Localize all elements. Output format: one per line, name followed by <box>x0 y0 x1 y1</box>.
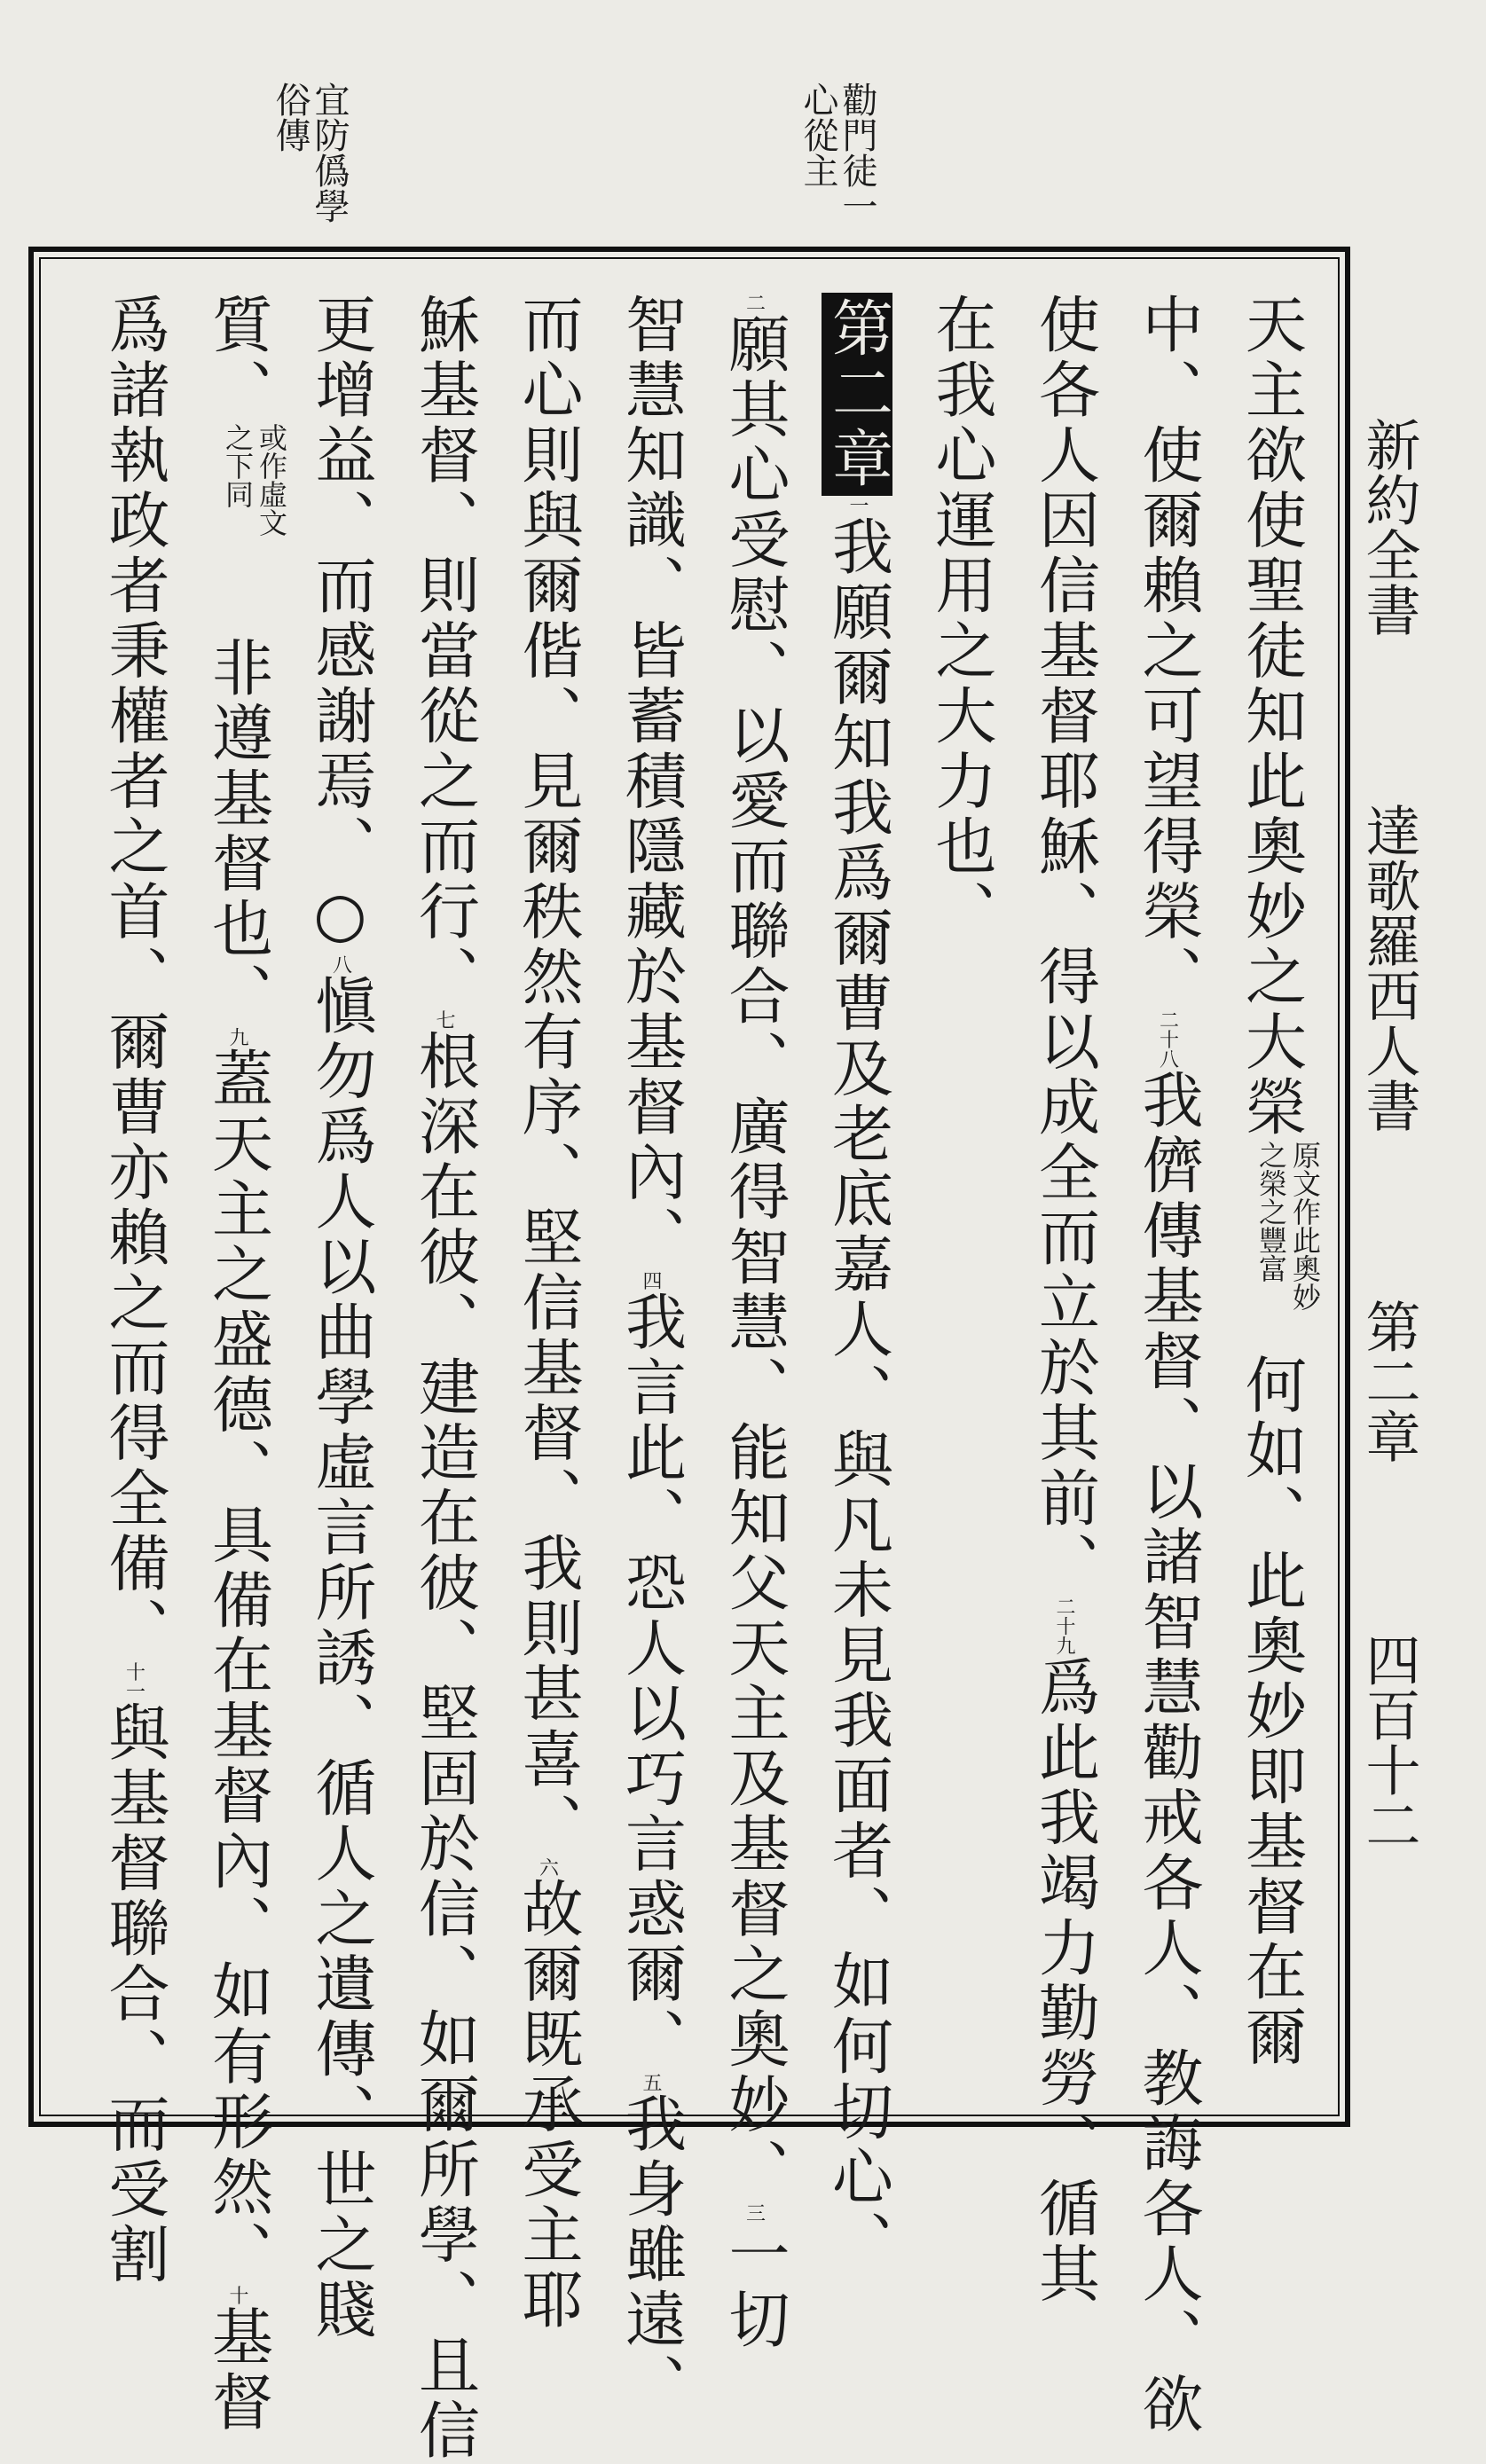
text-run: 故爾既承受主耶 <box>511 1877 583 2334</box>
verse-number: 十 <box>226 2285 248 2305</box>
verse-number: 二 <box>743 293 766 312</box>
text-run: 穌基督、則當從之而行、 <box>408 293 479 1010</box>
text-column-9 <box>392 293 496 2464</box>
verse-number: 八 <box>329 954 352 974</box>
text-column-1 <box>1219 293 1323 2102</box>
verse-number: 二十九 <box>1053 1597 1075 1655</box>
text-column-2 <box>1115 293 1219 2437</box>
text-column-8 <box>495 293 599 2334</box>
text-run: 我儕傳基督、以諸智慧勸戒各人、教誨各人、欲 <box>1131 1068 1203 2437</box>
text-run: 願其心受慰、以愛而聯合、廣得智慧、能知父天主及基督之奧妙、 <box>718 312 790 2203</box>
text-run: 天主欲使聖徒知此奧妙之大榮 <box>1235 293 1306 1141</box>
margin-note-warning <box>271 82 349 241</box>
verse-number: 六 <box>536 1857 559 1877</box>
text-run: 我身雖遠、 <box>615 2091 686 2418</box>
verse-number: 一 <box>846 495 869 515</box>
margin-note-line: 勸門徒一 <box>837 82 877 224</box>
annotation-line: 之榮之豐富 <box>1254 1140 1288 1283</box>
margin-note-exhortation <box>798 82 877 241</box>
verse-number: 三 <box>743 2202 766 2223</box>
text-run: 基督 <box>201 2304 272 2436</box>
verse-number: 九 <box>226 1027 248 1047</box>
text-column-7 <box>599 293 703 2418</box>
running-header <box>1348 417 1428 1463</box>
text-run: 爲諸執政者秉權者之首、爾曹亦賴之而得全備、 <box>98 293 169 1662</box>
verse-number: 五 <box>640 2072 662 2092</box>
text-column-6 <box>702 293 806 2353</box>
text-column-11 <box>185 293 289 2436</box>
inline-annotation <box>1254 1141 1322 1354</box>
text-run: 一切 <box>718 2222 790 2353</box>
epistle-title: 達歌羅西人書 <box>1356 803 1421 1133</box>
text-run: 使各人因信基督耶穌、得以成全而立於其前、 <box>1028 293 1099 1597</box>
text-run: 蓋天主之盛德、具備在基督內、如有形然、 <box>201 1047 272 2286</box>
margin-note-line: 宜防僞學 <box>309 82 350 224</box>
verse-number: 七 <box>433 1009 455 1030</box>
inline-annotation <box>221 423 288 636</box>
verse-number: 四 <box>640 1270 662 1291</box>
annotation-line: 原文作此奧妙 <box>1288 1140 1322 1311</box>
text-run: 我言此、恐人以巧言惑爾、 <box>615 1290 686 2073</box>
verse-number: 十一 <box>122 1661 145 1701</box>
text-run: 在我心運用之大力也、 <box>924 293 996 945</box>
text-run: 而心則與爾偕、見爾秩然有序、堅信基督、我則甚喜、 <box>511 293 583 1857</box>
text-column-10 <box>288 293 392 2343</box>
chapter-heading: 第二章 <box>822 293 892 496</box>
verse-number: 二十八 <box>1156 1009 1179 1069</box>
text-column-5 <box>806 293 909 2275</box>
text-column-4 <box>908 293 1012 2102</box>
text-run: 何如、此奧妙即基督在爾 <box>1235 1353 1306 2070</box>
text-run: 我願爾知我爲爾曹及老底嘉人、與凡未見我面者、如何切心、 <box>822 514 892 2275</box>
margin-note-line: 俗傳 <box>270 82 311 153</box>
text-run: 更增益、而感謝焉、○ <box>304 293 376 954</box>
book-title: 新約全書 <box>1356 417 1421 637</box>
page-number: 四百十二 <box>1356 1632 1421 1852</box>
text-run: 爲此我竭力勤勞、循其 <box>1028 1655 1099 2307</box>
margin-note-line: 心從主 <box>798 82 838 188</box>
chapter-title: 第二章 <box>1356 1299 1421 1463</box>
text-run: 中、使爾賴之可望得榮、 <box>1131 293 1203 1010</box>
text-run: 根深在彼、建造在彼、堅固於信、如爾所學、且信 <box>408 1029 479 2464</box>
text-run: 智慧知識、皆蓄積隱藏於基督內、 <box>615 293 686 1271</box>
body-text <box>62 293 1322 2464</box>
text-run: 非遵基督也、 <box>201 636 272 1027</box>
text-run: 質、 <box>201 293 272 423</box>
annotation-line: 之下同 <box>221 423 255 508</box>
text-run: 愼勿爲人以曲學虛言所誘、循人之遺傳、世之賤 <box>304 974 376 2343</box>
text-column-3 <box>1012 293 1116 2307</box>
annotation-line: 或作虛文 <box>255 423 288 537</box>
text-run: 與基督聯合、而受割 <box>98 1700 169 2287</box>
text-column-12 <box>82 293 185 2287</box>
